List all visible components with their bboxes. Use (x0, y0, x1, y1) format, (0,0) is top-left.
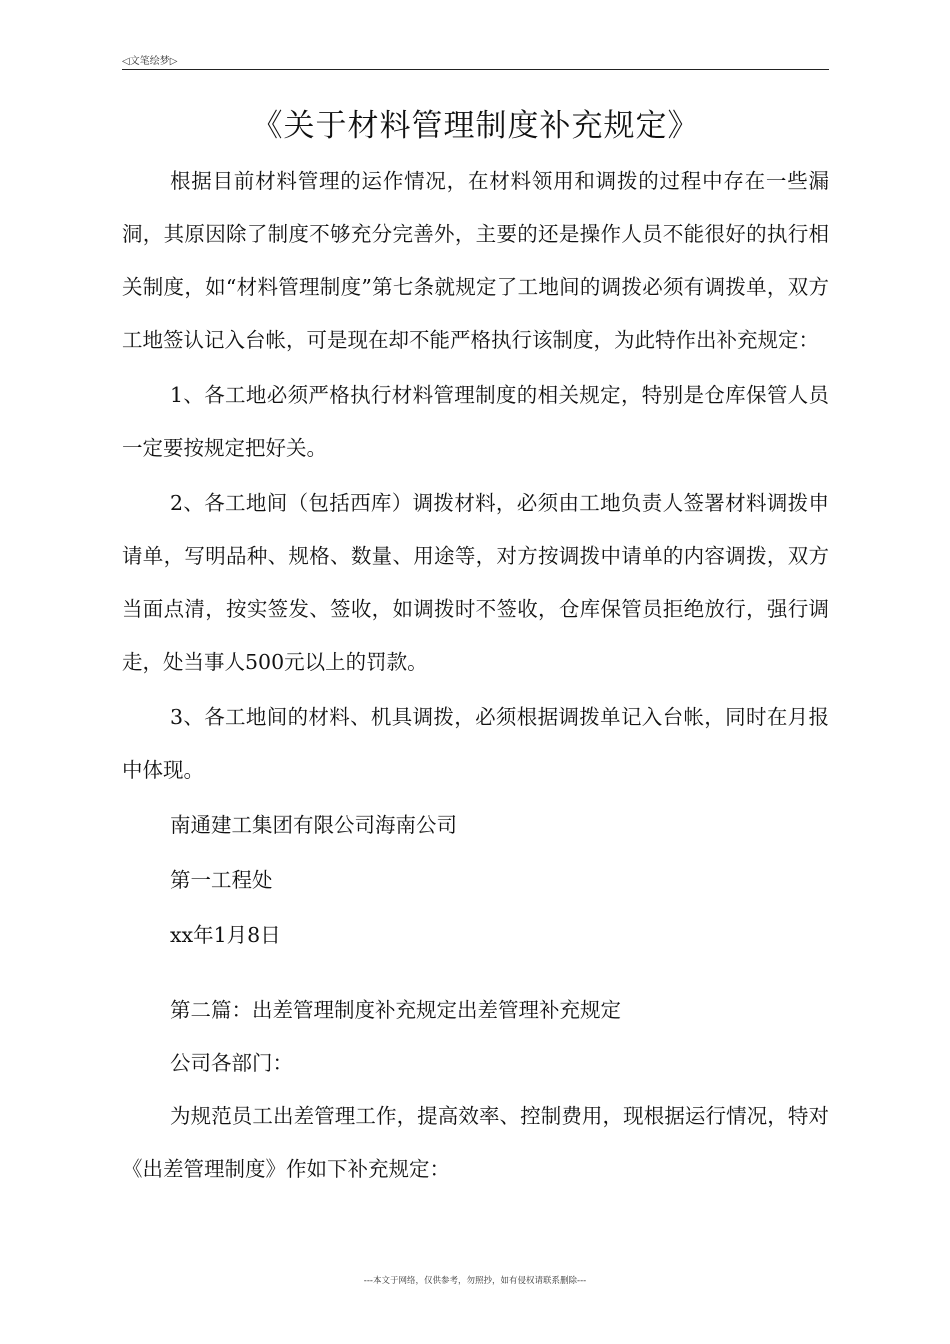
part2-heading: 第二篇：出差管理制度补充规定出差管理补充规定 (170, 998, 621, 1022)
part2-salutation: 公司各部门： (170, 1051, 293, 1075)
header-divider (122, 69, 829, 70)
rule-item-1: 1、各工地必须严格执行材料管理制度的相关规定，特别是仓库保管人员一定要按规定把好关。 (122, 383, 829, 460)
signature-organization: 南通建工集团有限公司海南公司 (170, 813, 457, 837)
rule-item-2: 2、各工地间（包括西库）调拨材料，必须由工地负责人签署材料调拨申请单，写明品种、规格、数量、用途等，对方按调拨中请单的内容调拨，双方当面点清，按实签发、签收，如调拨时不签收，仓库保管员拒绝放行，强行调走，处当事人500元以上的罚款。 (122, 491, 829, 674)
rule-item-3: 3、各工地间的材料、机具调拨，必须根据调拨单记入台帐，同时在月报中体现。 (122, 705, 829, 782)
part2-intro-paragraph: 为规范员工出差管理工作，提高效率、控制费用，现根据运行情况，特对《出差管理制度》作如下补充规定： (122, 1104, 829, 1181)
document-body (122, 155, 829, 1196)
page-header: ◁文笔绘梦▷ (122, 56, 178, 67)
intro-paragraph: 根据目前材料管理的运作情况，在材料领用和调拨的过程中存在一些漏洞，其原因除了制度不够充分完善外，主要的还是操作人员不能很好的执行相关制度，如“材料管理制度”第七条就规定了工地间的调拨必须有调拨单，双方工地签认记入台帐，可是现在却不能严格执行该制度，为此特作出补充规定： (122, 169, 829, 352)
signature-date: xx年1月8日 (170, 923, 281, 947)
document-title: 《关于材料管理制度补充规定》 (251, 108, 700, 144)
signature-department: 第一工程处 (170, 868, 273, 892)
page-footer-disclaimer: ---本文于网络，仅供参考，勿照抄，如有侵权请联系删除--- (363, 1276, 587, 1286)
